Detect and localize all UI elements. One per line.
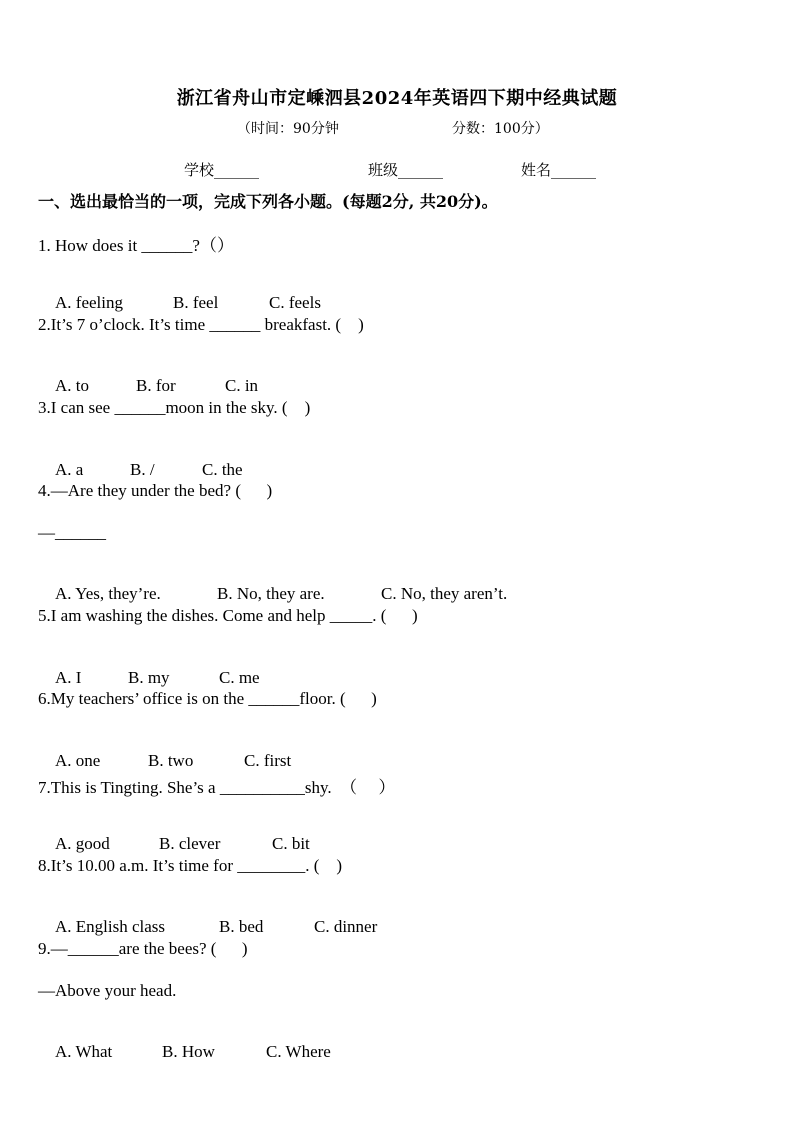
option-c: C. me [219,668,260,687]
option-c: C. dinner [314,917,378,936]
option-a: A. Yes, they’re. [55,584,161,603]
option-b: B. two [148,751,194,770]
option-b: B. feel [173,293,219,312]
option-b: B. for [136,376,176,395]
name-field: 姓名______ [521,161,597,179]
option-c: C. first [244,751,292,770]
question-stem: 9.—______are the bees? ( ) [38,939,248,958]
time-info: （时间：90分钟 [237,121,339,137]
option-b: B. bed [219,917,264,936]
option-b: B. How [162,1042,215,1061]
option-a: A. one [55,751,101,770]
option-b: B. my [128,668,170,687]
option-a: A. good [55,834,110,853]
option-c: C. the [202,460,243,479]
option-c: C. feels [269,293,321,312]
school-field: 学校______ [184,161,260,179]
option-a: A. English class [55,917,166,936]
question-stem: 4.—Are they under the bed? ( ) [38,481,273,500]
option-c: C. Where [266,1042,331,1061]
option-c: C. in [225,376,259,395]
section-heading: 一、选出最恰当的一项，完成下列各小题。(每题2分, 共20分)。 [38,192,498,211]
option-b: B. / [130,460,155,479]
answer-line: —______ [38,523,106,542]
answer-line: —Above your head. [38,981,177,1000]
option-a: A. feeling [55,293,123,312]
question-stem: 7.This is Tingting. She’s a __________shy. （ ） [38,778,396,797]
option-a: A. a [55,460,84,479]
score-info: 分数：100分） [452,121,549,137]
exam-title: 浙江省舟山市定嵊泗县2024年英语四下期中经典试题 [176,88,618,109]
class-field: 班级______ [368,161,444,179]
option-a: A. What [55,1042,113,1061]
option-b: B. No, they are. [217,584,325,603]
question-stem: 5.I am washing the dishes. Come and help _____. ( ) [38,606,418,625]
question-stem: 8.It’s 10.00 a.m. It’s time for ________. ( ) [38,856,343,875]
option-b: B. clever [159,834,221,853]
option-c: C. No, they aren’t. [381,584,508,603]
question-stem: 1. How does it ______?（） [38,236,234,255]
question-stem: 2.It’s 7 o’clock. It’s time ______ breakfast. ( ) [38,315,364,334]
question-stem: 6.My teachers’ office is on the ______floor. ( ) [38,689,377,708]
option-a: A. I [55,668,82,687]
option-a: A. to [55,376,89,395]
option-c: C. bit [272,834,310,853]
question-options [38,1022,331,1082]
question-stem: 3.I can see ______moon in the sky. ( ) [38,398,311,417]
